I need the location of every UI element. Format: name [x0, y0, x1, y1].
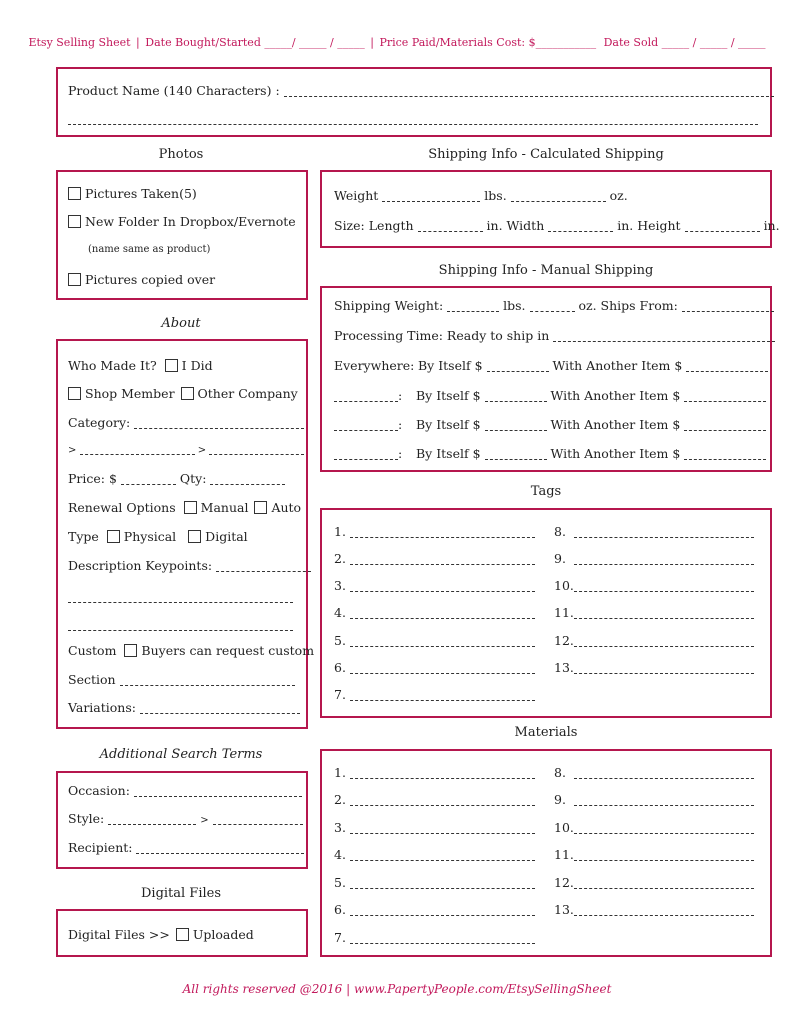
uploaded-label: Uploaded [192, 927, 254, 942]
about-box [56, 339, 315, 729]
tag-row-13 [554, 660, 754, 675]
tag-row-5 [334, 633, 535, 648]
material-field-2[interactable] [350, 804, 535, 806]
tag-row-11 [554, 605, 754, 620]
size-label: Size: [334, 218, 365, 233]
material-row-3 [334, 820, 535, 835]
custom-label: Custom [68, 643, 117, 658]
material-number-9: 9. [554, 792, 566, 807]
material-field-9[interactable] [574, 804, 754, 806]
uploaded-checkbox[interactable] [176, 928, 189, 941]
oz-label: oz. [609, 188, 628, 203]
material-field-10[interactable] [574, 832, 754, 834]
occasion-field[interactable] [134, 795, 302, 797]
i-did-label: I Did [181, 358, 213, 373]
material-field-1[interactable] [350, 777, 535, 779]
material-row-1 [334, 765, 535, 780]
digital-files-title: Digital Files [140, 886, 222, 901]
shop-member-label: Shop Member [85, 386, 175, 401]
material-row-10 [554, 820, 754, 835]
tag-number-6: 6. [334, 660, 346, 675]
tag-number-13: 13. [554, 660, 574, 675]
weight-lbs-field[interactable] [382, 200, 480, 202]
product-name-field-2[interactable] [68, 123, 758, 125]
physical-checkbox[interactable] [107, 530, 120, 543]
new-folder-checkbox[interactable] [68, 215, 81, 228]
material-field-12[interactable] [574, 887, 754, 889]
material-field-6[interactable] [350, 914, 535, 916]
subcategory-field-2[interactable] [209, 453, 304, 455]
tag-field-10[interactable] [574, 590, 754, 592]
who-made-label: Who Made It? [68, 358, 157, 373]
material-field-3[interactable] [350, 832, 535, 834]
tag-field-13[interactable] [574, 672, 754, 674]
variations-label: Variations: [68, 700, 136, 715]
region-field-2[interactable] [334, 400, 398, 402]
length-field[interactable] [418, 230, 483, 232]
with-another-field-2[interactable] [684, 400, 766, 402]
material-row-5 [334, 875, 535, 890]
style-field-1[interactable] [108, 823, 196, 825]
in-label: in. [763, 218, 780, 233]
material-row-2 [334, 792, 535, 807]
with-another-label-4: With Another Item $ [550, 446, 681, 461]
other-company-label: Other Company [197, 386, 298, 401]
physical-label: Physical [123, 529, 177, 544]
material-number-1: 1. [334, 765, 346, 780]
custom-checkbox[interactable] [124, 644, 137, 657]
about-title: About [161, 316, 201, 331]
tag-number-5: 5. [334, 633, 346, 648]
materials-box [320, 749, 772, 957]
buyers-custom-label: Buyers can request custom [141, 643, 315, 658]
material-field-4[interactable] [350, 859, 535, 861]
tag-number-10: 10. [554, 578, 574, 593]
photos-box [56, 170, 308, 300]
material-number-7: 7. [334, 930, 346, 945]
ships-from-field[interactable] [682, 310, 774, 312]
auto-checkbox[interactable] [254, 501, 267, 514]
tag-number-8: 8. [554, 524, 566, 539]
length-label: Length [368, 218, 414, 233]
region-field-3[interactable] [334, 429, 398, 431]
style-arrow: > [200, 815, 209, 826]
digital-files-label: Digital Files >> [68, 927, 170, 942]
ship-weight-label: Shipping Weight: [334, 298, 444, 313]
section-field[interactable] [120, 684, 295, 686]
material-number-2: 2. [334, 792, 346, 807]
digital-label: Digital [205, 529, 248, 544]
region-colon-3: : [398, 417, 403, 432]
width-field[interactable] [548, 230, 613, 232]
auto-label: Auto [271, 500, 302, 515]
recipient-field[interactable] [136, 852, 304, 854]
shop-member-checkbox[interactable] [68, 387, 81, 400]
qty-label: Qty: [179, 471, 207, 486]
material-row-11 [554, 847, 754, 862]
tag-field-12[interactable] [574, 645, 754, 647]
style-field-2[interactable] [213, 823, 303, 825]
tag-number-3: 3. [334, 578, 346, 593]
occasion-label: Occasion: [68, 783, 130, 798]
material-number-5: 5. [334, 875, 346, 890]
tag-number-2: 2. [334, 551, 346, 566]
tag-number-11: 11. [554, 605, 574, 620]
processing-field[interactable] [553, 340, 775, 342]
lbs-label: lbs. [484, 188, 507, 203]
tag-row-2 [334, 551, 535, 566]
material-number-11: 11. [554, 847, 574, 862]
tag-row-12 [554, 633, 754, 648]
material-number-10: 10. [554, 820, 574, 835]
tag-field-9[interactable] [574, 563, 754, 565]
materials-title: Materials [514, 725, 578, 740]
style-label: Style: [68, 811, 105, 826]
pictures-copied-label: Pictures copied over [85, 272, 216, 287]
region-field-4[interactable] [334, 458, 398, 460]
tag-row-3 [334, 578, 535, 593]
tag-number-7: 7. [334, 687, 346, 702]
subcategory-field-1[interactable] [80, 453, 195, 455]
section-label: Section [68, 672, 116, 687]
calc-shipping-box [320, 170, 780, 248]
i-did-checkbox[interactable] [165, 359, 178, 372]
processing-label: Processing Time: Ready to ship in [334, 328, 550, 343]
category-arrow-2: > [197, 445, 207, 456]
photos-title: Photos [158, 147, 204, 162]
material-number-4: 4. [334, 847, 346, 862]
tag-field-1[interactable] [350, 536, 535, 538]
tag-field-4[interactable] [350, 617, 535, 619]
material-row-13 [554, 902, 754, 917]
tag-field-2[interactable] [350, 563, 535, 565]
by-itself-field-2[interactable] [485, 400, 547, 402]
pictures-taken-label: Pictures Taken(5) [85, 186, 197, 201]
manual-label: Manual [200, 500, 249, 515]
by-itself-label-3: By Itself $ [415, 417, 481, 432]
renewal-label: Renewal Options [68, 500, 176, 515]
photos-note: (name same as product) [88, 244, 211, 255]
material-number-8: 8. [554, 765, 566, 780]
ship-weight-oz-field[interactable] [530, 310, 575, 312]
keypoints-label: Description Keypoints: [68, 558, 213, 573]
keypoints-field-3[interactable] [68, 629, 293, 631]
material-number-6: 6. [334, 902, 346, 917]
material-number-3: 3. [334, 820, 346, 835]
footer-copyright: All rights reserved @2016 | www.PapertyPeople.com/EtsySellingSheet [182, 982, 612, 996]
by-itself-label-2: By Itself $ [415, 388, 481, 403]
type-label: Type [68, 529, 99, 544]
tag-field-7[interactable] [350, 699, 535, 701]
qty-field[interactable] [210, 483, 285, 485]
tag-field-3[interactable] [350, 590, 535, 592]
tag-row-1 [334, 524, 535, 539]
by-itself-label: By Itself $ [417, 358, 483, 373]
recipient-label: Recipient: [68, 840, 133, 855]
region-colon-2: : [398, 388, 403, 403]
manual-shipping-box [320, 286, 772, 472]
tag-field-11[interactable] [574, 617, 754, 619]
weight-label: Weight [334, 188, 379, 203]
tag-row-8 [554, 524, 754, 539]
product-name-label: Product Name (140 Characters) : [68, 83, 280, 98]
keypoints-field[interactable] [216, 570, 311, 572]
search-terms-title: Additional Search Terms [99, 747, 263, 762]
tag-number-1: 1. [334, 524, 346, 539]
material-field-13[interactable] [574, 914, 754, 916]
search-terms-box [56, 771, 308, 869]
with-another-label: With Another Item $ [552, 358, 683, 373]
weight-oz-field[interactable] [511, 200, 606, 202]
header-price-paid: Price Paid/Materials Cost: $___________ [379, 36, 597, 49]
with-another-field-3[interactable] [684, 429, 766, 431]
with-another-field-4[interactable] [684, 458, 766, 460]
material-field-5[interactable] [350, 887, 535, 889]
pictures-taken-checkbox[interactable] [68, 187, 81, 200]
material-field-11[interactable] [574, 859, 754, 861]
by-itself-field-3[interactable] [485, 429, 547, 431]
everywhere-label: Everywhere: [334, 358, 415, 373]
material-row-12 [554, 875, 754, 890]
digital-files-box [56, 909, 308, 957]
header-sheet-name: Etsy Selling Sheet [28, 36, 131, 49]
with-another-field-1[interactable] [686, 370, 768, 372]
tag-row-9 [554, 551, 754, 566]
tag-row-4 [334, 605, 535, 620]
keypoints-field-2[interactable] [68, 601, 293, 603]
ships-from-label: oz. Ships From: [578, 298, 678, 313]
price-label: Price: $ [68, 471, 117, 486]
new-folder-label: New Folder In Dropbox/Evernote [85, 214, 296, 229]
ship-lbs-label: lbs. [503, 298, 526, 313]
tag-row-7 [334, 687, 535, 702]
tag-number-12: 12. [554, 633, 574, 648]
tag-row-6 [334, 660, 535, 675]
by-itself-field-1[interactable] [487, 370, 549, 372]
material-row-8 [554, 765, 754, 780]
product-name-box [56, 67, 772, 137]
variations-field[interactable] [140, 712, 300, 714]
material-row-4 [334, 847, 535, 862]
price-field[interactable] [121, 483, 176, 485]
by-itself-label-4: By Itself $ [415, 446, 481, 461]
manual-shipping-title: Shipping Info - Manual Shipping [438, 263, 654, 278]
product-name-field[interactable] [284, 95, 774, 97]
tag-number-4: 4. [334, 605, 346, 620]
material-row-7 [334, 930, 535, 945]
category-field[interactable] [134, 427, 304, 429]
height-label: in. Height [617, 218, 681, 233]
category-label: Category: [68, 415, 131, 430]
tag-field-5[interactable] [350, 645, 535, 647]
material-field-8[interactable] [574, 777, 754, 779]
header-date-bought: Date Bought/Started _____/ _____ / _____ [145, 36, 365, 49]
sheet-header: Etsy Selling Sheet | Date Bought/Started _____/ _____ / _____ | Price Paid/Materials Cost: $___________ Date Sold _____ / _____ / _____ [28, 36, 766, 49]
region-colon-4: : [398, 446, 403, 461]
calc-shipping-title: Shipping Info - Calculated Shipping [428, 147, 664, 162]
material-number-12: 12. [554, 875, 574, 890]
tag-row-10 [554, 578, 754, 593]
tag-field-6[interactable] [350, 672, 535, 674]
pictures-copied-checkbox[interactable] [68, 273, 81, 286]
digital-checkbox[interactable] [188, 530, 201, 543]
height-field[interactable] [685, 230, 760, 232]
material-field-7[interactable] [350, 942, 535, 944]
tag-field-8[interactable] [574, 536, 754, 538]
ship-weight-lbs-field[interactable] [447, 310, 499, 312]
other-company-checkbox[interactable] [181, 387, 194, 400]
with-another-label-3: With Another Item $ [550, 417, 681, 432]
header-date-sold: Date Sold _____ / _____ / _____ [603, 36, 766, 49]
width-label: in. Width [486, 218, 545, 233]
tags-box [320, 508, 772, 718]
tags-title: Tags [530, 484, 562, 499]
tag-number-9: 9. [554, 551, 566, 566]
material-row-9 [554, 792, 754, 807]
category-arrow-1: > [68, 445, 77, 456]
manual-checkbox[interactable] [184, 501, 197, 514]
material-row-6 [334, 902, 535, 917]
with-another-label-2: With Another Item $ [550, 388, 681, 403]
material-number-13: 13. [554, 902, 574, 917]
by-itself-field-4[interactable] [485, 458, 547, 460]
